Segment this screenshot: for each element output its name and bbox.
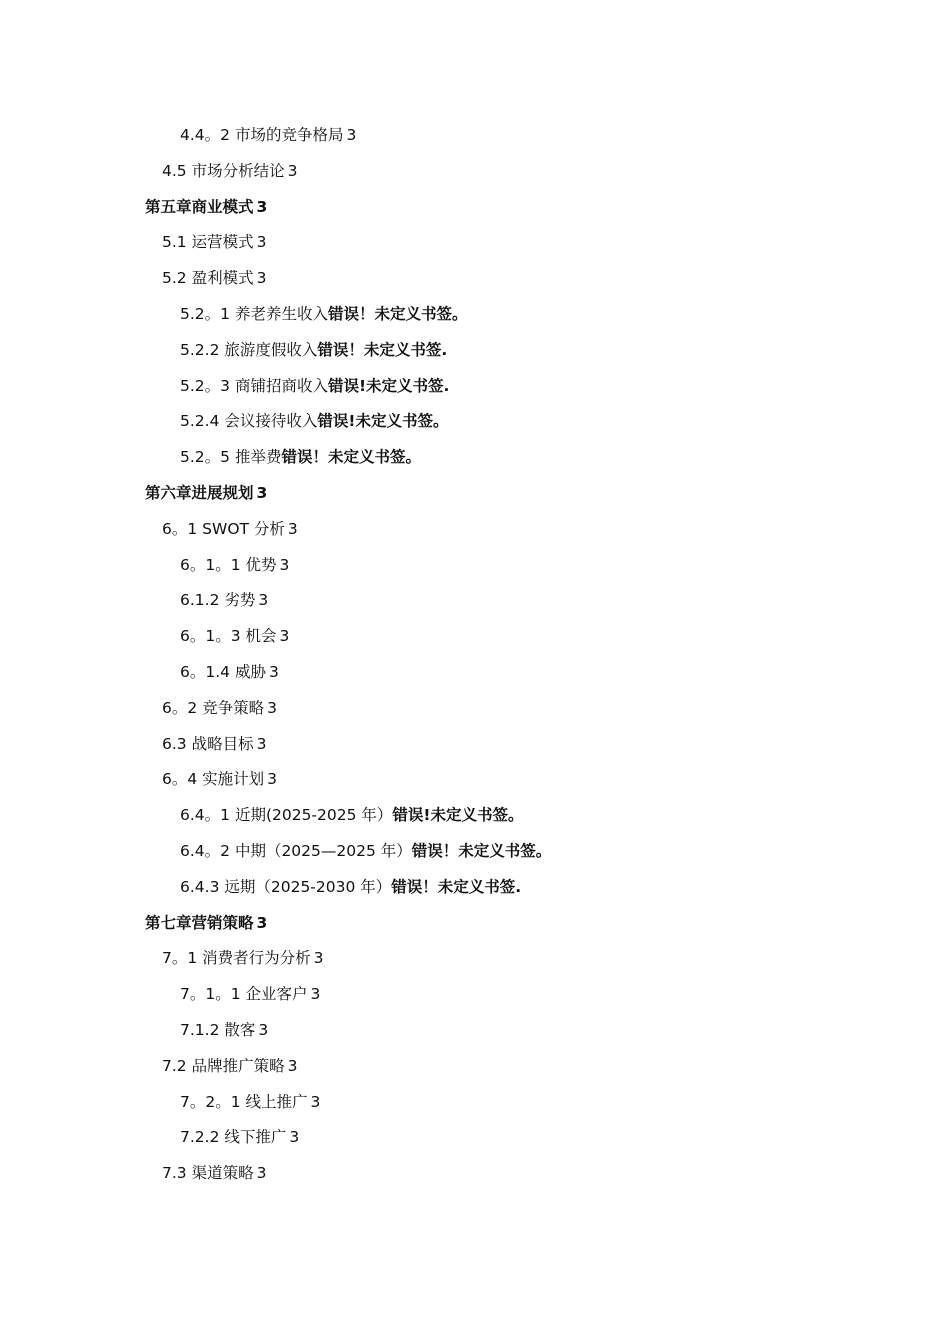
toc-entry-bookmark-error: 错误!未定义书签. [327, 376, 450, 395]
toc-entry-title: 6.3 战略目标 [162, 734, 254, 753]
toc-entry-title: 7。1。1 企业客户 [180, 985, 308, 1004]
toc-entry-page-number: 3 [267, 698, 278, 717]
toc-entry-page-number: 3 [256, 483, 268, 502]
toc-entry-bookmark-error: 错误！未定义书签. [317, 340, 448, 359]
toc-entry-title: 7.2 品牌推广策略 [162, 1056, 285, 1075]
toc-entry-page-number: 3 [346, 126, 357, 144]
toc-entry-page-number: 3 [287, 1056, 298, 1075]
toc-entry-bookmark-error: 错误！未定义书签。 [327, 304, 468, 323]
toc-entry-title: 5.1 运营模式 [162, 233, 254, 252]
toc-entry-page-number: 3 [287, 519, 298, 538]
toc-entry-title: 7。2。1 线上推广 [180, 1092, 308, 1111]
toc-entry[interactable] [0, 1085, 950, 1121]
toc-entry[interactable] [0, 906, 950, 942]
toc-entry[interactable] [0, 834, 950, 870]
toc-entry[interactable] [0, 619, 950, 655]
toc-entry-page-number: 3 [258, 591, 269, 610]
toc-entry-page-number: 3 [258, 1020, 269, 1039]
toc-entry-page-number: 3 [256, 233, 267, 252]
toc-entry[interactable] [0, 762, 950, 798]
toc-entry-page-number: 3 [279, 555, 290, 574]
toc-entry-page-number: 3 [256, 197, 268, 216]
toc-entry[interactable] [0, 333, 950, 369]
toc-entry-title: 7.3 渠道策略 [162, 1164, 254, 1183]
toc-entry[interactable] [0, 404, 950, 440]
toc-entry-title: 6。1.4 威胁 [180, 662, 266, 681]
toc-entry-page-number: 3 [287, 161, 298, 180]
toc-entry-title: 6。1 SWOT 分析 [162, 519, 285, 538]
toc-entry[interactable] [0, 798, 950, 834]
toc-entry-title: 6。2 竞争策略 [162, 698, 265, 717]
toc-entry-title: 7。1 消费者行为分析 [162, 949, 311, 968]
toc-entry-page-number: 3 [256, 734, 267, 753]
toc-entry-title: 6.4。2 中期（2025—2025 年） [180, 841, 412, 860]
toc-entry-title: 4.5 市场分析结论 [162, 161, 285, 180]
toc-entry-title: 6。1。3 机会 [180, 627, 277, 646]
toc-entry[interactable] [0, 691, 950, 727]
toc-entry[interactable] [0, 512, 950, 548]
toc-entry[interactable] [0, 727, 950, 763]
toc-entry[interactable] [0, 440, 950, 476]
toc-entry[interactable] [0, 476, 950, 512]
toc-entry[interactable] [0, 1049, 950, 1085]
toc-entry[interactable] [0, 154, 950, 190]
toc-entry-title: 5.2 盈利模式 [162, 269, 254, 288]
toc-entry[interactable] [0, 870, 950, 906]
toc-entry-title: 第七章营销策略 [145, 913, 254, 932]
toc-entry[interactable] [0, 225, 950, 261]
toc-entry-page-number: 3 [289, 1128, 300, 1147]
toc-entry-title: 7.2.2 线下推广 [180, 1128, 287, 1147]
toc-entry-title: 5.2。1 养老养生收入 [180, 304, 328, 323]
toc-entry-bookmark-error: 错误！未定义书签. [391, 877, 522, 896]
toc-entry-bookmark-error: 错误！未定义书签。 [411, 841, 552, 860]
toc-entry-title: 4.4。2 市场的竞争格局 [180, 126, 344, 144]
toc-entry-title: 6。1。1 优势 [180, 555, 277, 574]
toc-entry[interactable] [0, 369, 950, 405]
toc-entry[interactable] [0, 583, 950, 619]
toc-entry[interactable] [0, 1120, 950, 1156]
toc-entry-page-number: 3 [310, 985, 321, 1004]
table-of-contents [0, 118, 950, 1192]
toc-entry-bookmark-error: 错误!未定义书签。 [317, 412, 449, 431]
toc-entry-title: 5.2。3 商铺招商收入 [180, 376, 328, 395]
toc-entry-page-number: 3 [310, 1092, 321, 1111]
toc-entry-title: 第六章进展规划 [145, 483, 254, 502]
toc-entry[interactable] [0, 261, 950, 297]
toc-entry-title: 7.1.2 散客 [180, 1020, 256, 1039]
toc-entry-page-number: 3 [256, 1164, 267, 1183]
toc-entry-page-number: 3 [268, 662, 279, 681]
toc-entry[interactable] [0, 1156, 950, 1192]
toc-entry-bookmark-error: 错误！未定义书签。 [281, 448, 421, 467]
toc-entry-page-number: 3 [267, 770, 278, 789]
toc-entry-bookmark-error: 错误!未定义书签。 [392, 806, 524, 825]
toc-entry-page-number: 3 [313, 949, 324, 968]
toc-entry-title: 5.2.2 旅游度假收入 [180, 340, 318, 359]
toc-entry[interactable] [0, 297, 950, 333]
toc-entry-title: 6.4。1 近期(2025-2025 年） [180, 806, 393, 825]
toc-entry[interactable] [0, 941, 950, 977]
toc-entry-page-number: 3 [279, 627, 290, 646]
toc-entry-title: 6。4 实施计划 [162, 770, 265, 789]
toc-entry[interactable] [0, 1013, 950, 1049]
toc-entry-page-number: 3 [256, 269, 267, 288]
toc-entry-title: 6.1.2 劣势 [180, 591, 256, 610]
toc-entry[interactable] [0, 190, 950, 226]
toc-entry-title: 5.2。5 推举费 [180, 448, 282, 467]
toc-entry[interactable] [0, 118, 950, 154]
toc-entry-title: 5.2.4 会议接待收入 [180, 412, 318, 431]
toc-entry[interactable] [0, 977, 950, 1013]
toc-entry-title: 6.4.3 远期（2025-2030 年） [180, 877, 392, 896]
toc-entry-page-number: 3 [256, 913, 268, 932]
toc-entry-title: 第五章商业模式 [145, 197, 254, 216]
toc-entry[interactable] [0, 548, 950, 584]
toc-entry[interactable] [0, 655, 950, 691]
